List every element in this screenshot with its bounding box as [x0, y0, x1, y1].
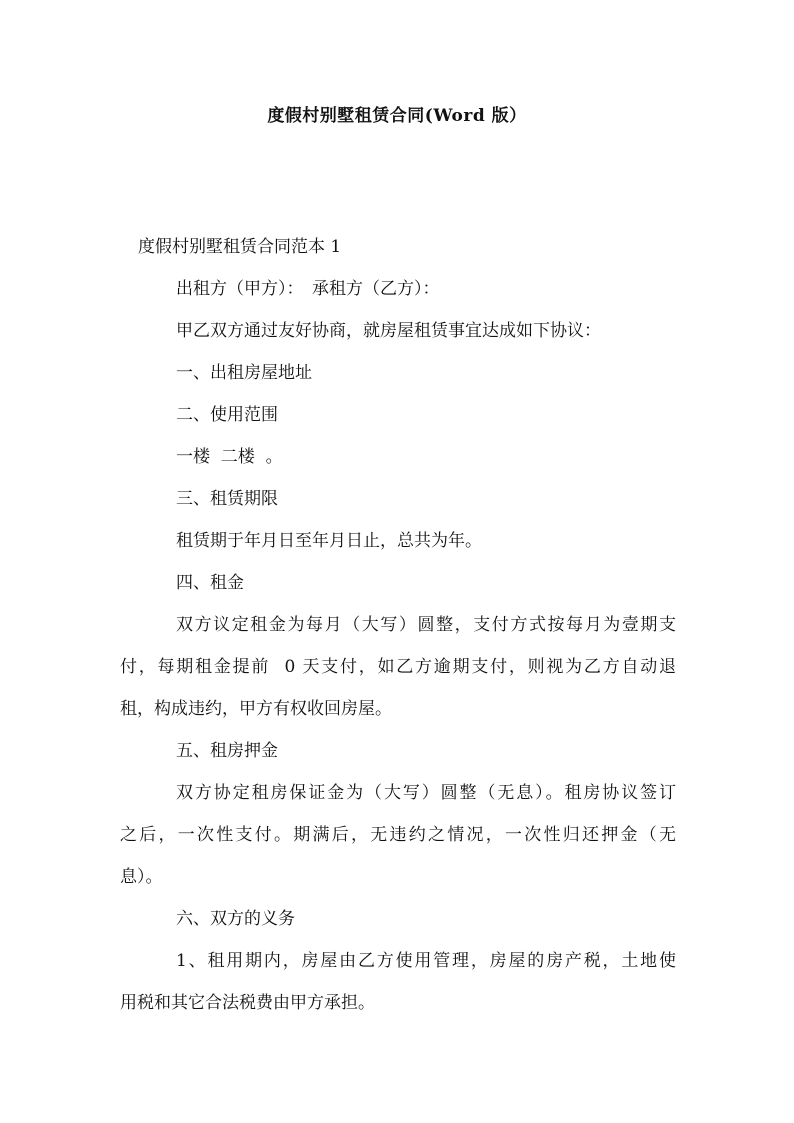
rent-line-1 — [176, 604, 676, 646]
rent-line-3: 租，构成违约，甲方有权收回房屋。 — [120, 699, 392, 719]
term-line: 租赁期于年月日至年月日止，总共为年。 — [176, 531, 482, 551]
heading-deposit: 五、租房押金 — [176, 741, 278, 761]
document-body — [120, 226, 676, 1024]
heading-rent: 四、租金 — [176, 573, 244, 593]
section-title: 度假村别墅租赁合同范本 1 — [138, 237, 342, 257]
duty-line-2: 用税和其它合法税费由甲方承担。 — [120, 993, 375, 1013]
deposit-line-1-text: 双方协定租房保证金为（大写）圆整（无息）。租房协议签订 — [176, 783, 676, 803]
intro-line: 甲乙双方通过友好协商，就房屋租赁事宜达成如下协议： — [176, 321, 601, 341]
duty-line-1-text: 1、租用期内，房屋由乙方使用管理，房屋的房产税，土地使 — [176, 951, 676, 971]
deposit-line-1 — [176, 772, 676, 814]
document-title: 度假村别墅租赁合同(Word 版） — [267, 106, 527, 126]
heading-scope: 二、使用范围 — [176, 405, 278, 425]
deposit-line-3: 息）。 — [120, 867, 163, 887]
heading-duties: 六、双方的义务 — [176, 909, 295, 929]
rent-line-2-text: 付，每期租金提前 0 天支付，如乙方逾期支付，则视为乙方自动退 — [120, 657, 676, 677]
floors-line: 一楼 二楼 。 — [176, 447, 283, 467]
rent-line-2 — [120, 646, 676, 688]
deposit-line-2 — [120, 814, 676, 856]
deposit-line-2-text: 之后，一次性支付。期满后，无违约之情况，一次性归还押金（无 — [120, 825, 676, 845]
duty-line-1 — [176, 940, 676, 982]
parties-line: 出租方（甲方）： 承租方（乙方）： — [176, 279, 440, 299]
rent-line-1-text: 双方议定租金为每月（大写）圆整，支付方式按每月为壹期支 — [176, 615, 676, 635]
heading-address: 一、出租房屋地址 — [176, 363, 312, 383]
heading-term: 三、租赁期限 — [176, 489, 278, 509]
